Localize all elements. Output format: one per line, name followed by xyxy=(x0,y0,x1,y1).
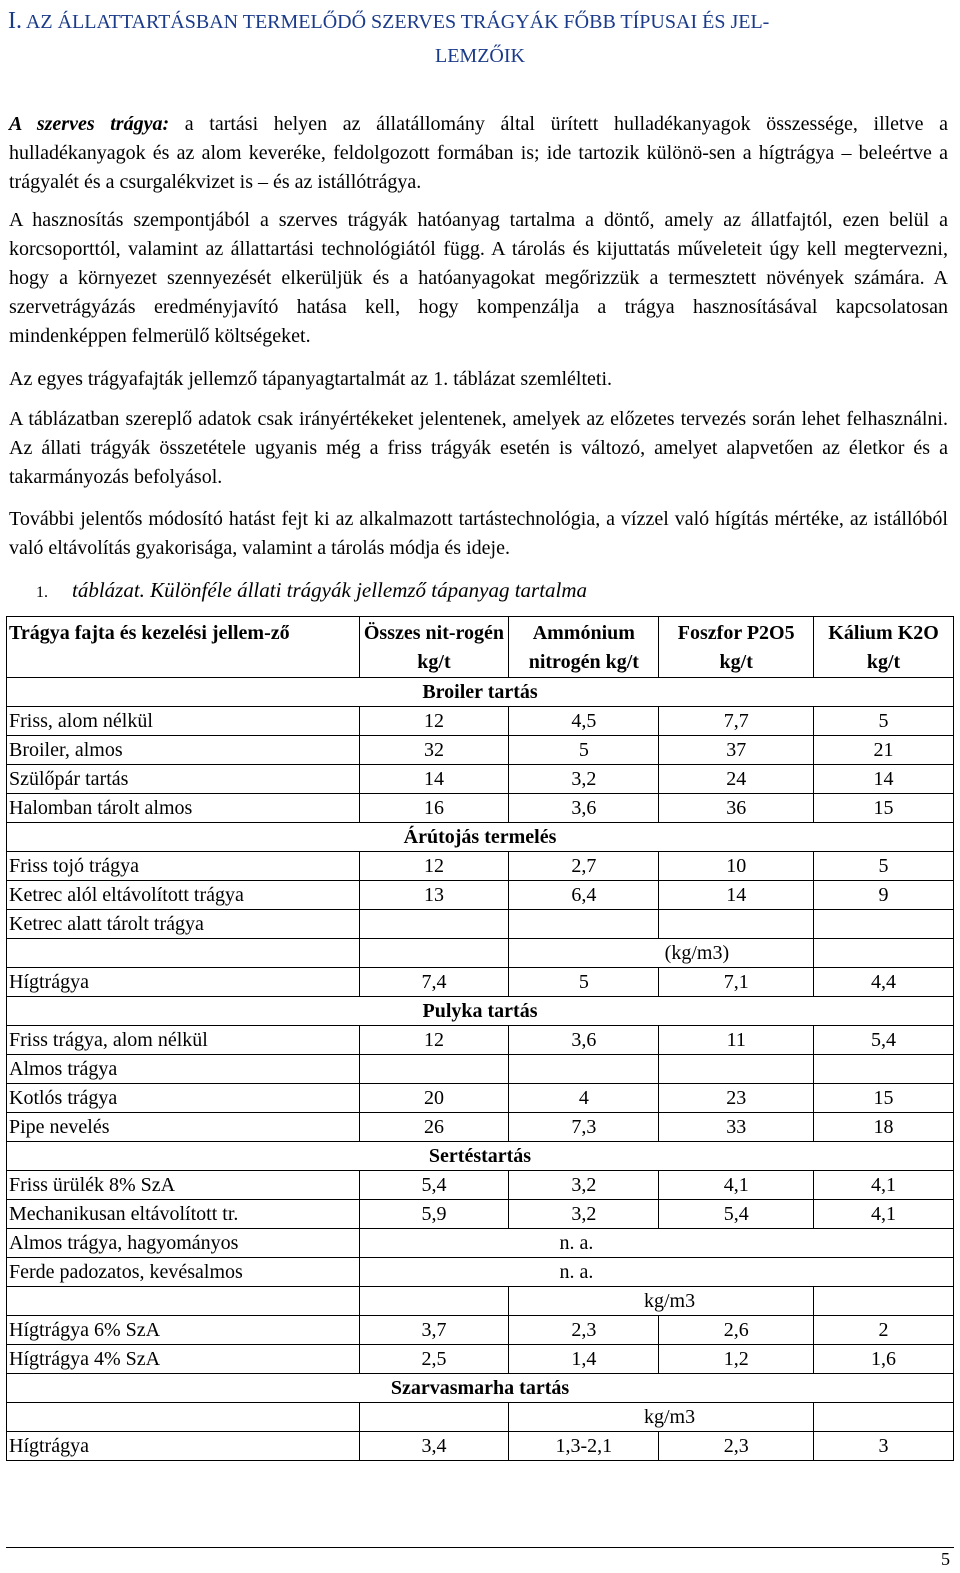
table-row xyxy=(7,794,954,823)
value-cell: 3,2 xyxy=(509,765,659,794)
unit-label: kg/m3 xyxy=(509,1403,814,1432)
value-cell xyxy=(814,1287,954,1316)
value-cell xyxy=(359,1403,509,1432)
row-label-cell: Ferde padozatos, kevésalmos xyxy=(7,1258,360,1287)
heading-line-2: LEMZŐIK xyxy=(435,45,525,67)
table-row xyxy=(7,1345,954,1374)
value-cell: 3,2 xyxy=(509,1200,659,1229)
value-cell: 4,1 xyxy=(814,1171,954,1200)
value-cell xyxy=(659,910,814,939)
value-cell: 2,6 xyxy=(659,1316,814,1345)
value-cell: 32 xyxy=(359,736,509,765)
row-label-cell: Mechanikusan eltávolított tr. xyxy=(7,1200,360,1229)
value-cell: 5 xyxy=(509,968,659,997)
definition-text: a tartási helyen az állatállomány által ürített hulladékanyagok összessége, illetve a hulladékanyagok és az alom keveréke, feldolgozott formában is; ide tartozik különö-sen a hígtrágya – beleértve a trágyalét és a csurgalékvizet is – és az istállótrágya. xyxy=(9,113,948,193)
unit-row xyxy=(7,1403,954,1432)
value-cell: 5,4 xyxy=(359,1171,509,1200)
paragraph-table-ref: Az egyes trágyafajták jellemző tápanyagtartalmát az 1. táblázat szemlélteti. xyxy=(9,368,613,390)
value-cell: 26 xyxy=(359,1113,509,1142)
header-manure-type: Trágya fajta és kezelési jellem-ző xyxy=(7,617,360,678)
value-cell xyxy=(7,939,360,968)
value-cell: 5,4 xyxy=(814,1026,954,1055)
value-cell: 3,4 xyxy=(359,1432,509,1461)
value-cell: 12 xyxy=(359,852,509,881)
value-cell: 23 xyxy=(659,1084,814,1113)
value-cell: 4,5 xyxy=(509,707,659,736)
value-cell xyxy=(359,910,509,939)
value-cell: 36 xyxy=(659,794,814,823)
value-cell: 7,1 xyxy=(659,968,814,997)
table-caption xyxy=(36,578,587,603)
not-available-value: n. a. xyxy=(359,1258,953,1287)
value-cell: 10 xyxy=(659,852,814,881)
row-label-cell: Broiler, almos xyxy=(7,736,360,765)
value-cell: 3 xyxy=(814,1432,954,1461)
row-label-cell: Friss ürülék 8% SzA xyxy=(7,1171,360,1200)
section-title-turkey: Pulyka tartás xyxy=(7,997,954,1026)
value-cell xyxy=(359,1055,509,1084)
table-row xyxy=(7,1026,954,1055)
value-cell: 1,6 xyxy=(814,1345,954,1374)
value-cell: 2 xyxy=(814,1316,954,1345)
value-cell: 12 xyxy=(359,707,509,736)
value-cell: 7,7 xyxy=(659,707,814,736)
value-cell xyxy=(814,1055,954,1084)
value-cell: 3,2 xyxy=(509,1171,659,1200)
row-label-cell: Hígtrágya xyxy=(7,1432,360,1461)
value-cell: 4,1 xyxy=(814,1200,954,1229)
table-row xyxy=(7,707,954,736)
section-title-pig: Sertéstartás xyxy=(7,1142,954,1171)
value-cell: 14 xyxy=(814,765,954,794)
row-label-cell: Pipe nevelés xyxy=(7,1113,360,1142)
section-row xyxy=(7,1374,954,1403)
header-total-nitrogen: Összes nit-rogén kg/t xyxy=(359,617,509,678)
table-row xyxy=(7,765,954,794)
section-title-broiler: Broiler tartás xyxy=(7,678,954,707)
table-row xyxy=(7,1113,954,1142)
paragraph-usage: A hasznosítás szempontjából a szerves trágyák hatóanyag tartalma a döntő, amely az állatfajtól, ezen belül a korcsoporttól, valamint az állattartási technológiától függ. A tárolás és kijuttatás műveleteit úgy kell megtervezni, hogy a környezet szennyezését elkerüljük és a hatóanyagokat megőrizzük a termesztett növények számára. A szervetrágyázás eredményjavító hatása kell, hogy kompenzálja a trágya hasznosításával kapcsolatosan mindenképpen felmerülő költségeket. xyxy=(9,209,948,347)
row-label-cell: Halomban tárolt almos xyxy=(7,794,360,823)
value-cell: 1,4 xyxy=(509,1345,659,1374)
section-title-cattle: Szarvasmarha tartás xyxy=(7,1374,954,1403)
row-label-cell: Almos trágya, hagyományos xyxy=(7,1229,360,1258)
table-row xyxy=(7,1055,954,1084)
value-cell xyxy=(359,1287,509,1316)
nutrient-table xyxy=(6,616,954,1461)
value-cell: 3,7 xyxy=(359,1316,509,1345)
value-cell: 5,4 xyxy=(659,1200,814,1229)
value-cell xyxy=(7,1403,360,1432)
caption-number: 1. xyxy=(36,584,48,601)
table-row xyxy=(7,1084,954,1113)
value-cell: 4 xyxy=(509,1084,659,1113)
page-number: 5 xyxy=(941,1549,950,1569)
value-cell: 5 xyxy=(814,852,954,881)
unit-label: (kg/m3) xyxy=(509,939,814,968)
value-cell: 37 xyxy=(659,736,814,765)
value-cell: 2,5 xyxy=(359,1345,509,1374)
value-cell xyxy=(7,1287,360,1316)
value-cell: 2,3 xyxy=(659,1432,814,1461)
value-cell: 21 xyxy=(814,736,954,765)
caption-text: táblázat. Különféle állati trágyák jellemző tápanyag tartalma xyxy=(72,578,588,602)
table-row xyxy=(7,1316,954,1345)
value-cell: 4,4 xyxy=(814,968,954,997)
row-label-cell: Kotlós trágya xyxy=(7,1084,360,1113)
footer-divider xyxy=(6,1547,954,1548)
section-title-egg: Árútojás termelés xyxy=(7,823,954,852)
table-row xyxy=(7,1200,954,1229)
value-cell: 1,2 xyxy=(659,1345,814,1374)
value-cell xyxy=(359,939,509,968)
defined-term: A szerves trágya: xyxy=(9,113,170,135)
document-heading xyxy=(8,4,952,73)
value-cell xyxy=(509,910,659,939)
row-label-cell: Hígtrágya 4% SzA xyxy=(7,1345,360,1374)
header-phosphorus: Foszfor P2O5 kg/t xyxy=(659,617,814,678)
value-cell: 33 xyxy=(659,1113,814,1142)
table-row xyxy=(7,1432,954,1461)
row-label-cell: Szülőpár tartás xyxy=(7,765,360,794)
value-cell: 15 xyxy=(814,1084,954,1113)
value-cell: 14 xyxy=(659,881,814,910)
table-row xyxy=(7,1171,954,1200)
section-row xyxy=(7,823,954,852)
value-cell xyxy=(659,1055,814,1084)
unit-row xyxy=(7,939,954,968)
unit-row xyxy=(7,1287,954,1316)
row-label-cell: Ketrec alatt tárolt trágya xyxy=(7,910,360,939)
value-cell: 7,4 xyxy=(359,968,509,997)
paragraph-definition xyxy=(9,110,948,197)
value-cell: 24 xyxy=(659,765,814,794)
value-cell: 16 xyxy=(359,794,509,823)
value-cell xyxy=(814,939,954,968)
table-row xyxy=(7,852,954,881)
row-label-cell: Hígtrágya xyxy=(7,968,360,997)
table-row xyxy=(7,1258,954,1287)
not-available-value: n. a. xyxy=(359,1229,953,1258)
value-cell: 7,3 xyxy=(509,1113,659,1142)
heading-line-1: AZ ÁLLATTARTÁSBAN TERMELŐDŐ SZERVES TRÁGYÁK FŐBB TÍPUSAI ÉS JEL- xyxy=(25,11,770,33)
value-cell xyxy=(509,1055,659,1084)
section-row xyxy=(7,678,954,707)
value-cell: 18 xyxy=(814,1113,954,1142)
row-label-cell: Ketrec alól eltávolított trágya xyxy=(7,881,360,910)
value-cell: 13 xyxy=(359,881,509,910)
table-row xyxy=(7,736,954,765)
unit-label: kg/m3 xyxy=(509,1287,814,1316)
value-cell: 6,4 xyxy=(509,881,659,910)
value-cell: 5,9 xyxy=(359,1200,509,1229)
paragraph-guidance: A táblázatban szereplő adatok csak irányértékeket jelentenek, amelyek az előzetes tervezés során lehet felhasználni. Az állati trágyák összetétele ugyanis még a friss trágyák esetén is változó, amelyet alapvetően az életkor és a takarmányozás befolyásol. xyxy=(9,408,948,488)
paragraph-factors: További jelentős módosító hatást fejt ki az alkalmazott tartástechnológia, a vízzel való hígítás mértéke, az istállóból való eltávolítás gyakorisága, valamint a tárolás módja és ideje. xyxy=(9,508,948,559)
row-label-cell: Friss, alom nélkül xyxy=(7,707,360,736)
value-cell: 3,6 xyxy=(509,1026,659,1055)
heading-number: I. xyxy=(8,8,22,34)
value-cell: 2,7 xyxy=(509,852,659,881)
section-row xyxy=(7,1142,954,1171)
table-row xyxy=(7,910,954,939)
table-header-row xyxy=(7,617,954,678)
row-label-cell: Almos trágya xyxy=(7,1055,360,1084)
value-cell: 9 xyxy=(814,881,954,910)
table-row xyxy=(7,968,954,997)
row-label-cell: Friss trágya, alom nélkül xyxy=(7,1026,360,1055)
value-cell: 5 xyxy=(509,736,659,765)
value-cell: 14 xyxy=(359,765,509,794)
value-cell xyxy=(814,910,954,939)
table-row xyxy=(7,881,954,910)
value-cell: 4,1 xyxy=(659,1171,814,1200)
value-cell: 2,3 xyxy=(509,1316,659,1345)
row-label-cell: Hígtrágya 6% SzA xyxy=(7,1316,360,1345)
value-cell: 1,3-2,1 xyxy=(509,1432,659,1461)
value-cell: 12 xyxy=(359,1026,509,1055)
value-cell xyxy=(814,1403,954,1432)
value-cell: 15 xyxy=(814,794,954,823)
table-row xyxy=(7,1229,954,1258)
value-cell: 5 xyxy=(814,707,954,736)
row-label-cell: Friss tojó trágya xyxy=(7,852,360,881)
value-cell: 3,6 xyxy=(509,794,659,823)
header-ammonium-nitrogen: Ammónium nitrogén kg/t xyxy=(509,617,659,678)
section-row xyxy=(7,997,954,1026)
value-cell: 11 xyxy=(659,1026,814,1055)
header-potassium: Kálium K2O kg/t xyxy=(814,617,954,678)
value-cell: 20 xyxy=(359,1084,509,1113)
